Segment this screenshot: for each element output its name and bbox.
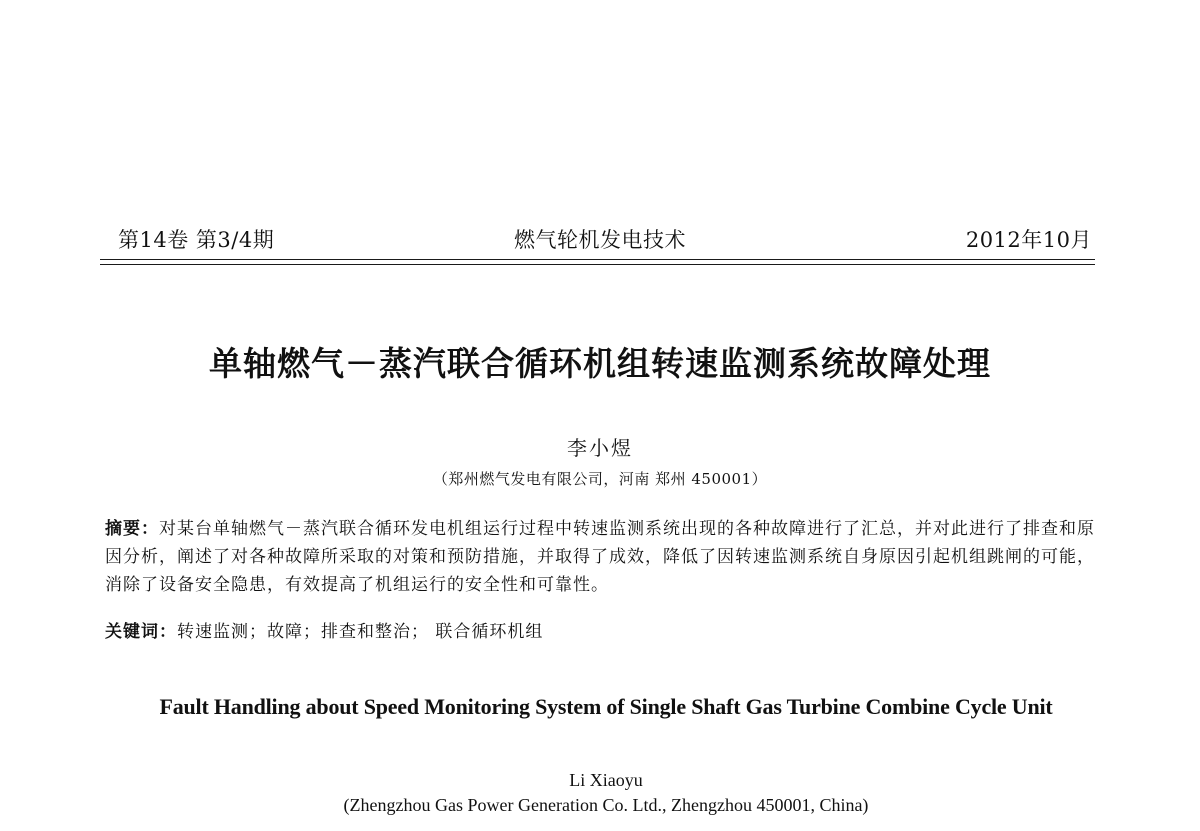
abstract-label: 摘要： [105, 519, 159, 539]
abstract-zh [105, 515, 1100, 599]
affiliation-zh: （郑州燃气发电有限公司，河南 郑州 450001） [432, 470, 768, 488]
header-journal-name: 燃气轮机发电技术 [514, 228, 686, 252]
affiliation-en: (Zhengzhou Gas Power Generation Co. Ltd., Zhengzhou 450001, China) [343, 795, 869, 815]
keywords-zh [105, 618, 1100, 646]
header-volume-issue: 第14卷 第3/4期 [118, 228, 275, 252]
author-zh: 李小煜 [567, 436, 633, 460]
keywords-text: 转速监测；故障；排查和整治； 联合循环机组 [177, 622, 544, 642]
paper-title-zh: 单轴燃气－蒸汽联合循环机组转速监测系统故障处理 [209, 344, 991, 383]
header-rule-bottom [100, 264, 1095, 265]
abstract-text: 对某台单轴燃气－蒸汽联合循环发电机组运行过程中转速监测系统出现的各种故障进行了汇总，并对此进行了排查和原因分析，阐述了对各种故障所采取的对策和预防措施，并取得了成效，降低了因转速监测系统自身原因引起机组跳闸的可能，消除了设备安全隐患，有效提高了机组运行的安全性和可靠性。 [105, 519, 1095, 595]
header-rule-top [100, 259, 1095, 260]
paper-title-en: Fault Handling about Speed Monitoring System of Single Shaft Gas Turbine Combine Cycle Unit [159, 694, 1053, 719]
header-date: 2012年10月 [965, 228, 1092, 252]
keywords-label: 关键词： [105, 622, 177, 642]
author-en: Li Xiaoyu [569, 770, 643, 790]
